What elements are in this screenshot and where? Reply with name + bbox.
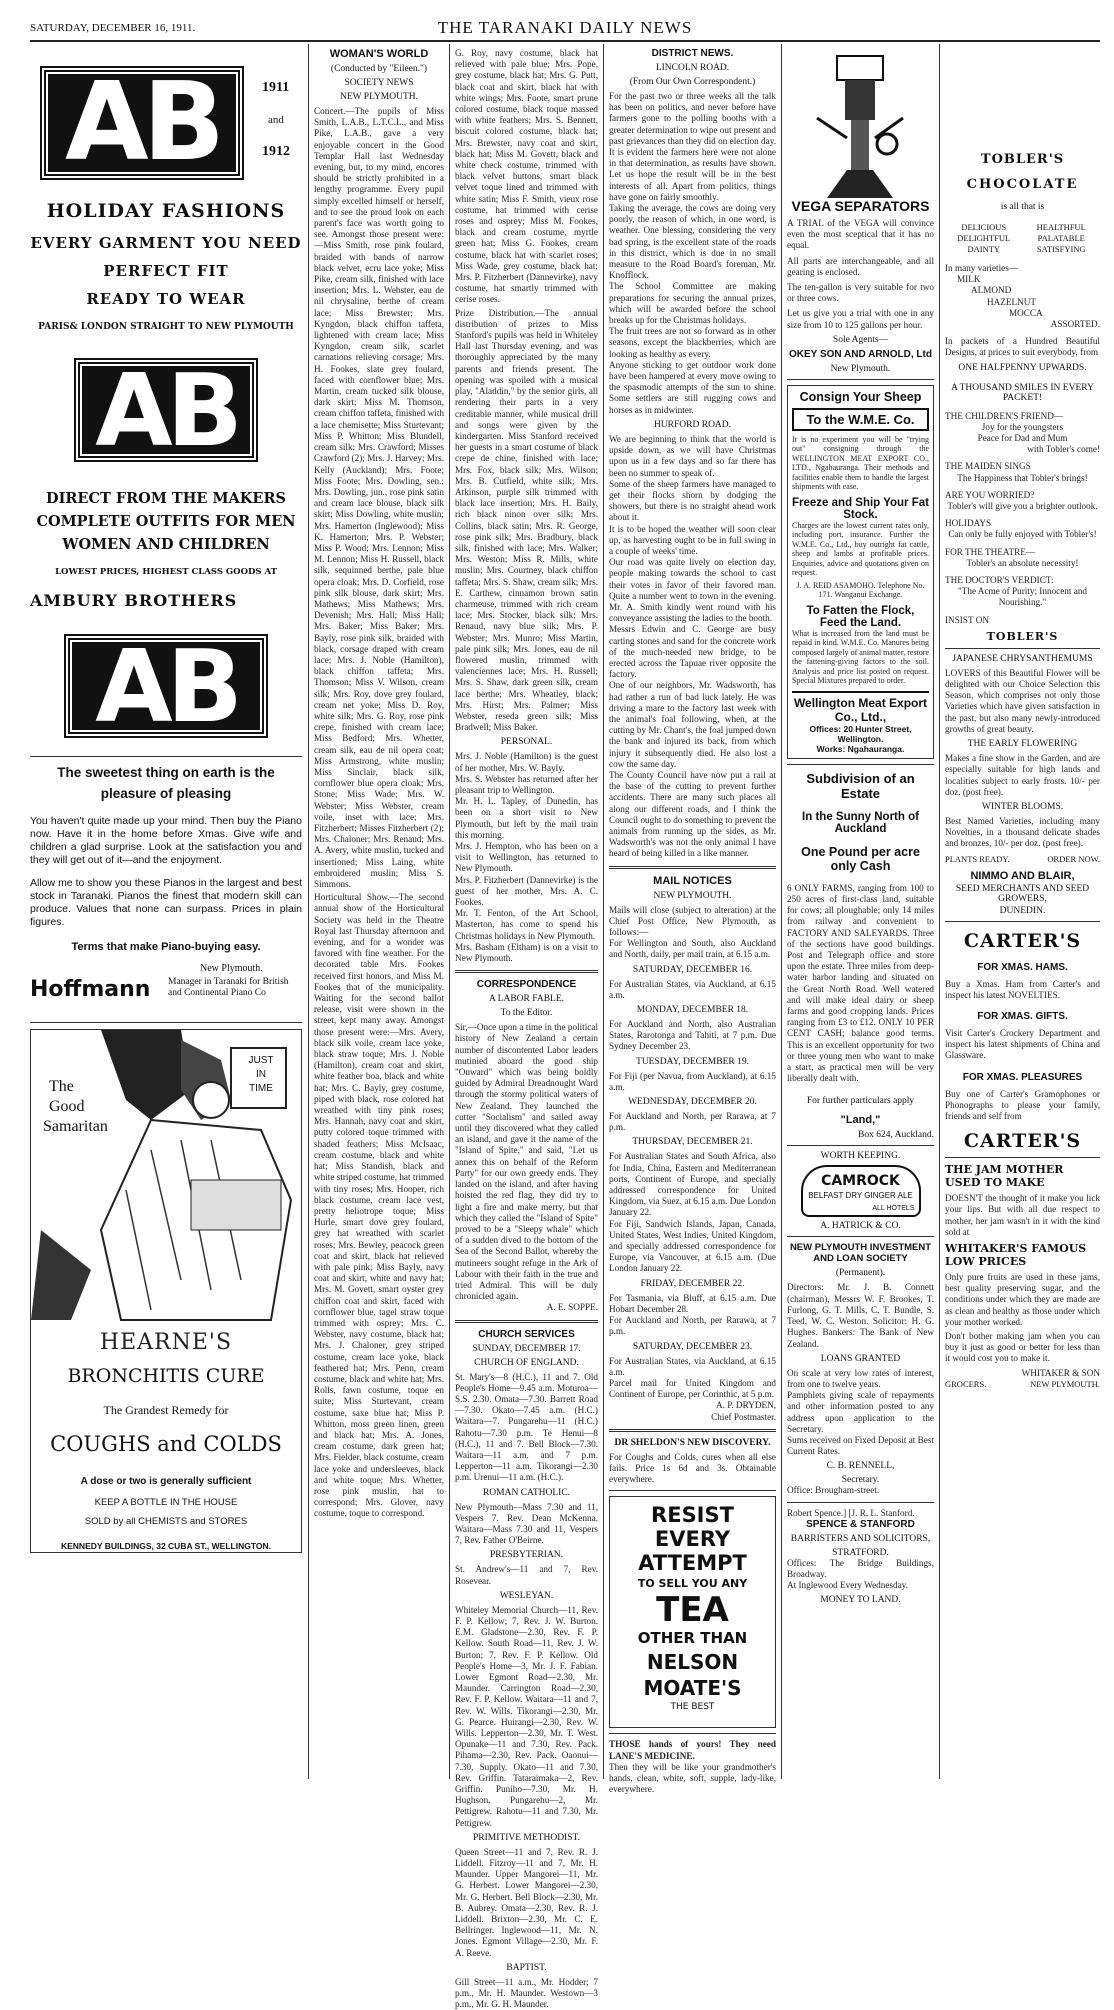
ab-logo-2: AB: [76, 360, 256, 460]
to-sell: TO SELL YOU ANY: [637, 1577, 748, 1591]
gifts-text: Visit Carter's Crockery Department and inspect his latest shipments of China and Glassware.: [945, 1027, 1100, 1061]
chief-postmaster: Chief Postmaster.: [711, 1411, 776, 1422]
tobler-qualities: [945, 222, 1100, 255]
church-services-title: CHURCH SERVICES: [478, 1328, 575, 1340]
sums-received: Sums received on Fixed Deposit at Best Current Rates.: [787, 1434, 934, 1457]
subdivision-title: Subdivision of an Estate: [806, 770, 915, 801]
district-p10: Messrs Edwin and C. George are busy carting stones and sand for the concrete work of the much-needed new bridge, to be erected across the Tapuae river opposite the factory.: [609, 624, 776, 680]
hoffmann-manager: Manager in Taranaki for British and Continental Piano Co: [168, 977, 289, 998]
early-text: Makes a fine show in the Garden, and are especially suitable for high lands and localities subject to early frosts. 10/- per doz. (post free).: [945, 753, 1100, 797]
personal-6: Mr. T. Fenton, of the Art School, Masterton, has come to spend his Christmas holidays in New Plymouth.: [455, 908, 598, 941]
district-p1: For the past two or three weeks all the talk has been on politics, and never before have farmers gone to the polling booths with a greater determination to wipe out present and past grievances than they did on election day. It is evident the farmers here were not alone in that determination, as results have shown. Let us hope the result will be in the best interests of all. Apart from politics, things have gone on fairly smoothly.: [609, 91, 776, 202]
thu21: THURSDAY, DECEMBER 21.: [632, 1137, 753, 1148]
vega-gallon: The ten-gallon is very suitable for two or three cows.: [787, 282, 934, 304]
bap-list: Gill Street—11 a.m., Mr. Hodder; 7 p.m., Mr. H. Maunder. Westown—3 p.m., Mr. G. H. Maunder.: [455, 1976, 598, 2010]
fatten-flock: To Fatten the Flock, Feed the Land.: [806, 604, 915, 629]
womans-world-title: WOMAN'S WORLD: [329, 48, 429, 60]
district-p11: One of our neighbors, Mr. Wadsworth, has had rather a run of bad luck lately. He was driving a mare to the factory last week with the animal's foal following, when, at the cutting by Mr. Chant's, the foal jumped down the bank and injured its back, from which injury it subsequently died. He also lost a cow the same day.: [609, 680, 776, 769]
hearne-text: [31, 1330, 301, 1551]
directors: Directors: Mr. J. B. Connett (chairman), Messrs W. F. Brookes, T. Furlong, G. T. Mills, C. T. Bundle, S. Teed, W. C. Weston. Solicitor: H. G. Hughes. Bankers: The Bank of New Zealand.: [787, 1282, 934, 1349]
every-garment: EVERY GARMENT YOU NEED: [30, 234, 302, 252]
hoffmann-terms: Terms that make Piano-buying easy.: [71, 941, 261, 953]
mail-np: NEW PLYMOUTH.: [653, 890, 732, 901]
v-hazelnut: HAZELNUT: [987, 296, 1036, 307]
grandest-remedy: The Grandest Remedy for: [103, 1403, 229, 1417]
postmaster-name: A. P. DRYDEN,: [716, 1400, 776, 1411]
bridge-buildings: Offices: The Bridge Buildings, Broadway.: [787, 1557, 934, 1579]
ads-column-6: [945, 48, 1100, 1783]
to-editor: To the Editor.: [500, 1008, 553, 1019]
whitaker-ad: [945, 1163, 1100, 1389]
society-continued-column: [455, 48, 598, 2010]
separator-drawing: [787, 48, 934, 198]
jam-mother: THE JAM MOTHER USED TO MAKE: [945, 1163, 1064, 1190]
camrock-brand: CAMROCK: [821, 1173, 900, 1190]
prim-list: Queen Street—11 and 7, Rev. R. J. Liddell. Fitzroy—11 and 7, Mr. H. Maunder. Upper Mangorei—11, Mr. G. Herbert. Lower Mangorei—2.30, Mr. G. Herbert. Bell Block—2.30, Mr. B. Aubrey. Omata—2.30, Rev. R. J. Liddell. Brixton—2.30, Mr. C. E. Bellringer. Inglewood—11, Mr. N. Jones. Egmont Village—2.30, Mr. F. A. Reeve.: [455, 1846, 598, 1958]
wed20: WEDNESDAY, DECEMBER 20.: [628, 1097, 757, 1108]
v-mocca: MOCCA: [1009, 307, 1043, 318]
packets: In packets of a Hundred Beautiful Designs, at prices to suit everybody, from: [945, 336, 1100, 358]
women-children: WOMEN AND CHILDREN: [62, 536, 270, 553]
bronchitis-cure: BRONCHITIS CURE: [67, 1365, 265, 1387]
own-correspondent: (From Our Own Correspondent.): [629, 77, 756, 87]
mail-4: For Auckland and North, also Australian States, Rarotonga and Tahiti, at 7 p.m. Due Sydney December 23.: [609, 1019, 776, 1052]
baptist: BAPTIST.: [506, 1962, 547, 1973]
to-wme: To the W.M.E. Co.: [792, 408, 929, 431]
freeze-ship: Freeze and Ship Your Fat Stock.: [792, 496, 929, 521]
order-now: ORDER NOW.: [1047, 853, 1100, 864]
complete-outfits: COMPLETE OUTFITS FOR MEN: [36, 513, 296, 530]
sam-the: The: [49, 1078, 74, 1095]
hoffmann-name: Hoffmann: [30, 977, 151, 1002]
ab-logo: AB: [42, 68, 242, 178]
hearne-ad: [30, 1029, 302, 1553]
v-milk: MILK: [957, 274, 981, 285]
vega-parts: All parts are interchangeable, and all gearing is enclosed.: [787, 255, 934, 277]
q-delicious: DELICIOUS: [961, 222, 1007, 232]
ambury-top: [30, 48, 302, 188]
barristers: BARRISTERS AND SOLICITORS,: [790, 1533, 931, 1544]
loans-granted: LOANS GRANTED: [820, 1353, 901, 1364]
mail-1: Mails will close (subject to alteration) at the Chief Post Office, New Plymouth, as follows:—: [609, 904, 776, 938]
dunedin: DUNEDIN.: [999, 905, 1046, 916]
whitaker-footer: [945, 1379, 1100, 1389]
childrens-friend: THE CHILDREN'S FRIEND—: [945, 410, 1064, 421]
fable-letter: Sir,—Once upon a time in the political history of New Zealand a certain number of discontented Labor leaders mutinied aboard the good ship "Onward" which was being boldly guided by Admiral Dreadnought Ward through the stormy political waters of New Zealand. They launched the cutter "Socialism" and sailed away until they discovered what they called an island, and gave it the name of the "Island of Spite," and said, "Let us annex this on behalf of the Reform Party" for our own greedy ends. They landed on the island, and after having hoisted the red flag, they did try to light a fire and make merry, but that which they called the "Island of Spite" proved to be a "Sleepy whale" which of a sudden dived to the bottom of the Sea of the Second Ballot, whereby the mutineers sought refuge in the Ark of Labour with their faith in the true and tried Admiral. This will be duly chronicled again.: [455, 1022, 598, 1302]
seed-merchants: SEED MERCHANTS AND SEED GROWERS,: [955, 883, 1090, 904]
toblers-footer: TOBLER'S: [986, 629, 1059, 643]
q-healthful: HEALTHFUL: [1036, 222, 1086, 232]
subdivision-ad: [787, 771, 934, 1141]
year-1912: 1912: [262, 144, 290, 159]
letter-signature: A. E. SOPPE.: [546, 1302, 598, 1313]
carters-footer: CARTER'S: [963, 1130, 1082, 1153]
nimmo-ad: [945, 654, 1100, 916]
money-to-land: MONEY TO LAND.: [820, 1595, 901, 1606]
vega-np: New Plymouth.: [830, 363, 891, 374]
perfect-fit: PERFECT FIT: [103, 262, 229, 280]
investment-title: NEW PLYMOUTH INVESTMENT AND LOAN SOCIETY: [789, 1242, 932, 1265]
peace: Peace for Dad and Mum: [977, 433, 1068, 444]
fatten-text: What is increased from the land must be repaid in kind. W.M.E. Co. Manures being composed largely of animal matter, restore the fattening-giving factors to the soil. Analysis and price list posted on request. Special Mixtures prepared to order.: [792, 628, 929, 686]
column-rule: [603, 44, 604, 1779]
district-news-column: [609, 48, 776, 1795]
tue19: TUESDAY, DECEMBER 19.: [636, 1056, 749, 1067]
hearne-address: KENNEDY BUILDINGS, 32 CUBA ST., WELLINGTON.: [60, 1541, 271, 1551]
wme-ad: [787, 385, 934, 759]
roman-catholic: ROMAN CATHOLIC.: [482, 1487, 571, 1498]
nimmo-blair: NIMMO AND BLAIR,: [970, 869, 1075, 882]
sat16: SATURDAY, DECEMBER 16.: [632, 964, 753, 975]
loans-text: On scale at very low rates of interest, from one to twelve years.: [787, 1367, 934, 1389]
district-p3: The School Committee are making preparations for securing the annual prizes, which will be awarded before the school breaks up for the Christmas holidays.: [609, 281, 776, 326]
pleasure-headline: pleasure of pleasing: [100, 786, 232, 801]
plants-order-row: [945, 854, 1100, 864]
labor-fable: A LABOR FABLE.: [488, 994, 565, 1005]
winter-blooms: WINTER BLOOMS.: [981, 801, 1064, 812]
concert-paragraph: Concert.—The pupils of Miss Smith, L.A.B., L.T.C.L., and Miss Pike, L.A.B., gave a very enjoyable concert in the Good Templar Hall last Wednesday evening, but, to my mind, encores should be strictly prohibited in a lengthy programme. Every pupil simply excelled himself or herself, and to see the proud look on each parent's face was worth going to see. Amongst those present were:—Miss Smith, rose pink foulard, braided with bands of narrow black velvet, ecru lace yoke; Miss Pike, cream silk, finished with lace insertion; Mrs. L. Webster, eau de nil chrysaline, berthe of cream lace; Miss Brewster; Mrs. Kyngdon, black chiffon taffeta, lightened with cream lace; Miss Kyngdon, cream silk, scarlet carnations relieving corsage; Mrs. H. Fookes, slate grey foulard, faced with cornflower blue; Mrs. Martin, cream tucked silk blouse, dark skirt; Miss M. Thomson, cream chiffon taffeta, finished with a lace chemisette; Miss Sturtevant; Miss P. Whitton; Miss Blundell, cream silk; Mrs. Crawford; Misses Crawford (2); Mrs. J. Harvey; Mrs. Kelly (Auckland); Mrs. Foote; Miss Foote; Mrs. Dowling, sen.; Mrs. Dowling, jun., rose pink satin and cream lace blouse, black silk skirt; Miss Dowling, white muslin; Mrs. Hamerton (Inglewood); Miss K. Hamerton; Mrs. P. Webster; Miss P. Wood; Mrs. Lennon; Miss M. Lennon; Miss H. Russell, black silk, sequinned berthe, pale blue opera cloak; Mrs. D. Corfield, rose pink silk blouse, dark skirt; Mrs. Mathews; Miss Mathews; Mrs. Devenish; Mrs. Hall; Miss Hall; Mrs. Baker; Miss Baker; Mrs. Bayly, rose pink silk, braided with black, corsage draped with cream lace; Mrs. J. Noble (Hamilton), black chiffon taffeta; Mrs. Thomson; Miss V. Wilson, cream silk; Mrs. Roy, dove grey foulard, cream net yoke; Miss D. Roy, white silk; Mrs. G. Roy, rose pink crepe, finished with cream lace; Miss Bedford; Mrs. Whetter, cream silk, eau de nil opera coat; Miss Armstrong, white muslin; Miss Sinclair, black silk, cornflower blue opera cloak; Mrs. Stone; Miss Wade; Mrs. W. Webster; Miss Webster, cream voile, inset with lace; Mrs. Fitzherbert; Misses Fitzherbert (2); Mrs. Chaloner; Mrs. Renaud; Mrs. A. Avery, white muslin, tucked and insertioned; Miss Laing, white embroidered muslin; Miss S. Simmons.: [314, 106, 444, 890]
happiness: The Happiness that Tobler's brings!: [957, 472, 1088, 483]
whitaker-famous: WHITAKER'S FAMOUS LOW PRICES: [945, 1241, 1087, 1268]
sheldon-text: For Coughs and Colds, cures when all else fails. Price 1s 6d and 3s. Obtainable everywhere.: [609, 1451, 776, 1485]
mail-7: For Australian States and South Africa, also for India, China, Eastern and Mediterranean ports, Continent of Europe, and specially addressed correspondence for United Kingdom, via Suez, at 6.15 a.m. Due London January 22.: [609, 1151, 776, 1218]
lane-ad-2: Then they will be like your grandmother's hands, clean, white, soft, supple, lady-like, everywhere.: [609, 1761, 776, 1795]
mail-3: For Australian States, via Auckland, at 6.15 a.m.: [609, 978, 776, 1000]
q-delightful: DELIGHTFUL: [957, 233, 1011, 243]
hoffmann-ad: [30, 765, 302, 1017]
hoffmann-body-2: Allow me to show you these Pianos in the largest and best stock in Taranaki. Pianos the finest that modern skill can produce. Values that none can surpass. Prices in plain figures.: [30, 877, 302, 928]
just-in-time: [241, 1054, 281, 1096]
early-flowering: THE EARLY FLOWERING: [967, 739, 1078, 750]
vega-title: VEGA SEPARATORS: [791, 198, 930, 214]
primitive-methodist: PRIMITIVE METHODIST.: [473, 1832, 580, 1843]
wesleyan: WESLEYAN.: [499, 1590, 554, 1601]
whitaker-np: NEW PLYMOUTH.: [1030, 1378, 1100, 1389]
prize-distribution: Prize Distribution.—The annual distribution of prizes to Miss Stanford's pupils was held in Whiteley Hall last Thursday evening, and was thoroughly appreciated by the many parents and friends present. The opening was spoiled with a musical play, "Aladdin," by the senior girls, all rendering their parts in a very creditable manner, while musical drill and songs were given by the kindergarten. Miss Stanford received her guests in a smart costume of black crepe de chine, finished with lace; Mrs. Fox, black silk; Mrs. Wilson; Mrs. B. Cutfield, white silk; Mrs. Atkinson, purple silk trimmed with black lace insertion; Mrs. H. Baily, rich black ninon over silk; Mrs. Collins, black satin; Mrs. R. George, rose pink silk; Mrs. Bradbury, black silk, finished with lace; Mrs. Walker; Mrs. Weston; Miss R. Mills, white muslin; Mrs. Courtney, black chiffon taffeta; Mrs. S. Shaw, cream silk; Mrs. E. Carthew, cinnamon brown satin charmeuse, trimmed with rich cream lace; Mrs. Stocker, black silk; Mrs. Renaud, navy blue silk; Mrs. P. Webster; Mrs. Munro; Miss Martin, pale pink silk; Mrs. Jones, eau de nil flowered muslin, trimmed with valenciennes lace; Mrs. H. Russell; Mrs. S. Shaw, dark green silk, cream lace berthe; Mrs. Wheatley, black; Mrs. Hirst; Mrs. Palmer; Miss Webster, reseda green silk; Miss Bradwell; Miss Baker.: [455, 307, 598, 733]
district-news-title: DISTRICT NEWS.: [651, 48, 734, 59]
sold-chemists: SOLD by all CHEMISTS and STORES: [84, 1516, 248, 1527]
all-hotels: ALL HOTELS: [872, 1205, 915, 1213]
wme-agent: J. A. REID ASAMOHO. Telephone No. 171. Wanganui Exchange.: [796, 580, 925, 600]
tobler-ad: [945, 152, 1100, 643]
camrock-label: [801, 1165, 921, 1217]
district-p12: The County Council have now put a rail at the base of the cutting to prevent further accidents. There are many such places all along our different roads, and I think the Council ought to do something to prevent the animals from running up the sides, as Mr. Wadsworth's was not the only animal I have heard of being killed in a like manner.: [609, 769, 776, 859]
mail-11: For Australian States, via Auckland, at 6.15 a.m.: [609, 1355, 776, 1377]
district-p7: Some of the sheep farmers have managed to get their flocks shorn by dodging the showers, but there is no straight ahead work about it.: [609, 478, 776, 523]
nimmo-body: LOVERS of this Beautiful Flower will be delighted with our Choice Selection this Season, which comprises not only those Varieties which have given satisfaction in the past, but also many newly-introduced growths of great beauty.: [945, 667, 1100, 734]
fri22: FRIDAY, DECEMBER 22.: [640, 1278, 745, 1289]
column-rule: [308, 44, 309, 1779]
worth-keeping: WORTH KEEPING.: [820, 1151, 901, 1162]
hatrick: A. HATRICK & CO.: [820, 1221, 901, 1232]
whitaker-body-2: Only pure fruits are used in these jams, best quality preserving sugar, and the conditions under which they are made are as clean and healthy as those under which your mother worked.: [945, 1271, 1100, 1327]
personal-3: Mr. H. L. Tapley, of Dunedin, has been on a short visit to New Plymouth, but left by the mail train this morning.: [455, 796, 598, 840]
wme-company: Wellington Meat Export Co., Ltd.,: [792, 691, 929, 724]
investment-ad: [787, 1242, 934, 1605]
correspondence-title: CORRESPONDENCE: [476, 979, 577, 991]
new-plymouth-sub: NEW PLYMOUTH.: [339, 92, 419, 102]
page-header: [30, 16, 1100, 42]
mail-10: For Auckland and North, per Rarawa, at 7 p.m.: [609, 1315, 776, 1337]
coughs-colds: COUGHS and COLDS: [50, 1432, 282, 1456]
for-theatre: FOR THE THEATRE—: [945, 546, 1036, 557]
mon18: MONDAY, DECEMBER 18.: [636, 1005, 749, 1016]
lane-ad-1: THOSE hands of yours! They need LANE'S MEDICINE.: [609, 1739, 776, 1761]
carters-title: CARTER'S: [963, 929, 1082, 952]
wes-list: Whiteley Memorial Church—11, Rev. F. P. Kellow; 7, Rev. J. W. Burton. E.M. Gladstone—2.30, Rev. F. P. Kellow. South Road—11, Rev. J. W. Burton; 7, Rev. F. P. Kellow. Old People's Home—3, Mr. J. F. Fabian. Lower Egmont Road—2.30, Mr. Maunder. Carrington Road—2.30, Rev. F. P. Kellow. Waitara—11 and 7, Rev. W. Wills. Tikorangi—2.30, Mr. G. Pearce. Huirangi—2.30, Rev. W. Wills. Lepperton—2.30, Mr. T. West. Opunake—11 and 7.30, Rev. Pack. Pihama—2.30, Rev. Pack. Oaonui—7.30, Supply. Okato—11 and 7.30, Rev. Griffin. Tataraimaka—2, Rev. Griffin. Puniho—7.30, Mr. H. Hughson. Pungarehu—2, Mr. Pettigrew. Rahotu—11 and 7.30, Mr. Pettigrew.: [455, 1604, 598, 1828]
joy: Joy for the youngsters: [981, 421, 1064, 432]
fully-enjoyed: Can only be fully enjoyed with Tobler's!: [948, 529, 1097, 540]
is-all-that: is all that is: [1000, 202, 1045, 212]
holiday-fashions: HOLIDAY FASHIONS: [46, 200, 286, 222]
just-text: JUST: [248, 1055, 274, 1066]
mail-2: For Wellington and South, also Auckland and North, daily, per mail train, at 6.15 a.m.: [609, 938, 776, 960]
hams-text: Buy a Xmas. Ham from Carter's and inspect his latest NOVELTIES.: [945, 978, 1100, 1000]
tobler-title: TOBLER'S: [980, 152, 1065, 167]
halfpenny: ONE HALFPENNY UPWARDS.: [958, 362, 1087, 373]
pres-list: St. Andrew's—11 and 7, Rev. Rosevear.: [455, 1564, 598, 1586]
absolute-necessity: Tobler's an absolute necessity!: [966, 557, 1079, 568]
resist: RESIST: [651, 1503, 734, 1528]
church-of-england: CHURCH OF ENGLAND.: [474, 1357, 579, 1368]
xmas-hams: FOR XMAS. HAMS.: [977, 961, 1068, 973]
inglewood-wednesday: At Inglewood Every Wednesday.: [787, 1580, 908, 1591]
box-624: Box 624, Auckland.: [858, 1130, 934, 1141]
sweetest-headline: The sweetest thing on earth is the: [57, 765, 275, 780]
consign-sheep: Consign Your Sheep: [799, 389, 922, 404]
hurford-road: HURFORD ROAD.: [653, 419, 732, 430]
v-almond: ALMOND: [971, 285, 1012, 296]
one-pound: One Pound per acre only Cash: [801, 844, 920, 873]
permanent: (Permanent).: [835, 1268, 886, 1279]
thousand-smiles: A THOUSAND SMILES IN EVERY PACKET!: [951, 382, 1094, 403]
presbyterian: PRESBYTERIAN.: [489, 1550, 564, 1561]
camrock-ad: [787, 1151, 934, 1231]
sunday-date: SUNDAY, DECEMBER 17.: [472, 1343, 581, 1354]
grocers: GROCERS.: [945, 1378, 987, 1389]
other-than: OTHER THAN: [637, 1629, 748, 1648]
nelson-moate-tea-ad: [609, 1496, 776, 1728]
holidays: HOLIDAYS: [945, 518, 992, 529]
horticultural-paragraph: Horticultural Show.—The second annual show of the Horticultural Society was held in the Theatre Royal last Thursday afternoon and evening, and for a wonder was favored with fine weather. For the decorated table Mrs. Fookes received first honors, and Miss M. Fookes that of the municipality. Waiting for the second ballot release, visit were shown in the street, kept many away. Amongst those present were:—Mrs. Avery, black silk voile, cream lace yoke, black straw toque; Mrs. J. Noble (Hamilton), cream coat and skirt, white feather boa, black and white hat; Mrs. C. Bayly, grey costume, piped with black, rose colored hat wreathed with tiny pink roses; Mrs. Hannah, navy coat and skirt, putty colored toque trimmed with shaded feathers; Miss McIsaac, cream costume, black and white hat; Miss Standish, black and white striped costume, hat trimmed with tiny roses; Mrs. Hooper, rich black costume, cream lace vest, pretty heliotrope toque; Miss Hurle, smart dove grey foulard, grey hat wreathed with scarlet roses; Mrs. Bewley, peacock green coat and skirt, black hat relieved with pale pink; Miss Bayly, navy coat and skirt, white and navy hat; Mrs. M. Govett, smart oyster grey chiffon coat and skirt, faced with cornflower blue, tagel straw toque trimmed with osprey; Mrs. C. Webster, navy costume, black hat; Mrs. J. Chaloner, grey striped costume, cream lace yoke, black feathered hat; Mrs. Penn, cream costume, black and white hat; Mrs. Rolls, fawn costume, toque en suite; Miss Sturtevant, cream costume, saxe blue hat; Miss P. Whitton, moss green linen, green and black hat; Mrs. A. Jones, cream costume, dark green hat; Mrs. Fielder, black costume, cream lace yoke and undersleeves, black and white toque; Mrs. Whetter, rose pink muslin, hat to correspond; Mrs. Glover, navy costume, toque to correspond.: [314, 892, 444, 1519]
column-rule: [449, 44, 450, 1779]
stratford: STRATFORD.: [832, 1547, 889, 1558]
acme-purity: "The Acme of Purity; Innocent and Nourishing.": [957, 586, 1088, 608]
sunny-north: In the Sunny North of Auckland: [802, 810, 919, 835]
attempt: ATTEMPT: [638, 1551, 747, 1576]
vega-let: Let us give you a trial with one in any size from 10 to 125 gallons per hour.: [787, 308, 934, 330]
wme-offices: Offices: 20 Hunter Street, Wellington.: [809, 723, 912, 744]
wme-works: Works: Ngahauranga.: [816, 743, 905, 754]
vega-illustration: [787, 48, 934, 198]
brighter-outlook: Tobler's will give you a brighter outlook.: [947, 501, 1098, 512]
sat23: SATURDAY, DECEMBER 23.: [632, 1341, 753, 1352]
freeze-text: Charges are the lowest current rates only, including port, insurance. Further the W.M.E. Co., Ltd., buy outright fat cattle, sheep and lambs at profitable prices. Enquiries, advice and quotations given on request.: [792, 520, 929, 578]
ambury-brothers: AMBURY BROTHERS: [30, 591, 238, 610]
hoffmann-body-1: You haven't quite made up your mind. Then buy the Piano now. Have it in the home before Xmas. Give wife and children a glad surprise. Look at the satisfaction you and they will get out of it—and the enjoyment.: [30, 815, 302, 866]
personal-5: Mrs. P. Fitzherbert (Dannevirke) is the guest of her mother, Mrs. A. C. Fookes.: [455, 874, 598, 908]
personal-7: Mrs. Basham (Eltham) is on a visit to New Plymouth.: [455, 941, 598, 964]
q-palatable: PALATABLE: [1037, 233, 1085, 243]
district-p9: Our road was quite lively on election day, people making towards the school to cast their votes in favor of their favored man. Quite a number went to town in the evening. Mr. A. Smith kindly went round with his conveyance assisting the ladies to the booth.: [609, 557, 776, 624]
conducted-by: (Conducted by "Eileen."): [330, 64, 428, 74]
rennell: C. B. RENNELL,: [826, 1461, 895, 1472]
xmas-gifts: FOR XMAS. GIFTS.: [977, 1010, 1068, 1022]
year-and: and: [268, 114, 284, 126]
chocolate: CHOCOLATE: [966, 177, 1079, 192]
personal-heading: PERSONAL.: [500, 737, 553, 748]
ab-logo-3: AB: [66, 636, 266, 736]
tea: TEA: [656, 1590, 729, 1631]
ads-column-5: [787, 48, 934, 1783]
okey-son-arnold: OKEY SON AND ARNOLD, Ltd: [789, 348, 932, 360]
mail-9: For Tasmania, via Bluff, at 6.15 a.m. Due Hobart December 28.: [609, 1292, 776, 1314]
winter-text: Best Named Varieties, including many Novelties, in a thousand delicate shades and bronzes, 10/- per doz. (post free).: [945, 815, 1100, 849]
year-1911: 1911: [262, 80, 290, 95]
pamphlets: Pamphlets giving scale of repayments and other information posted to any address upon application to the Secretary.: [787, 1390, 934, 1434]
spence-stanford: SPENCE & STANFORD: [806, 1518, 915, 1530]
q-satisfying: SATISFYING: [1036, 244, 1086, 254]
in-text: IN: [256, 1069, 266, 1080]
with-toblers: with Tobler's come!: [1027, 444, 1100, 455]
column-rule: [781, 44, 782, 1779]
the-best: THE BEST: [670, 1702, 715, 1713]
hearne-title: HEARNE'S: [99, 1330, 233, 1355]
vega-trial: A TRIAL of the VEGA will convince even the most sceptical that it has no equal.: [787, 218, 934, 251]
further-particulars: For further particulars apply: [806, 1096, 915, 1107]
maiden-sings: THE MAIDEN SINGS: [945, 461, 1031, 472]
coe-list: St. Mary's—8 (H.C.), 11 and 7. Old People's Home—9.45 a.m. Moturoa—S.S. 2.30. Omata—7.30. Barrett Road—7.30. Okato—7.45 a.m. (H.C.) Waitara—7. Pungarehu—11 (H.C.) Rahotu—7.30 p.m. Te Henui—8 (H.C.), 11 and 7. Bell Block—7.30. Waitara—11 a.m. and 7 p.m. Lepperton—11 a.m. Tikorangi—2.30 p.m. Urenui—11 a.m. (H.C.).: [455, 1371, 598, 1483]
ready-to-wear: READY TO WEAR: [86, 290, 246, 308]
wme-no-exp: It is no experiment you will be "trying out" consigning through the WELLINGTON MEAT EXPORT CO., LTD., Ngahauranga. Their methods and facilities enable them to handle the largest shipments with ease.: [792, 434, 929, 492]
hoffmann-np: New Plymouth.: [200, 963, 263, 974]
whitaker-son: WHITAKER & SON: [1021, 1367, 1100, 1378]
sheldon-title: DR SHELDON'S NEW DISCOVERY.: [614, 1437, 771, 1448]
mail-5: For Fiji (per Navua, from Auckland), at 6.15 a.m.: [609, 1070, 776, 1092]
district-p6: We are beginning to think that the world is upside down, as we will have Christmas upon us in a few days and so far there has been no summer to speak of.: [609, 433, 776, 478]
spence-stanford-names: Robert Spence.] [J. R. L. Stanford.: [787, 1507, 915, 1518]
are-you-worried: ARE YOU WORRIED?: [945, 489, 1035, 500]
rc-list: New Plymouth—Mass 7.30 and 11, Vespers 7. Rev. Dean McKenna. Waitara—Mass 7.30 and 11, Vespers 7, Rev. Father O'Beirne.: [455, 1501, 598, 1546]
district-p5: Anyone sticking to get outdoor work done have been hampered at every move owing to the spasmodic attempts of the sun to shine. Some settlers are still rugging cows and horses as in midwinter.: [609, 359, 776, 415]
samaritan-illustration: [31, 1030, 301, 1320]
issue-date: SATURDAY, DECEMBER 16, 1911.: [30, 22, 196, 34]
jam-body: DOESN'T the thought of it make you lick your lips. But with all due respect to mother, her jam wasn't in it with the kind sold at: [945, 1193, 1100, 1237]
district-p4: The fruit trees are not so forward as in other seasons, except the blackberries, which are looking as healthy as every.: [609, 326, 776, 359]
whitaker-body-3: Don't bother making jam when you can buy it just as good or better for less than it would cost you to make it.: [945, 1330, 1100, 1364]
district-p2: Taking the average, the cows are doing very poorly, the reason of which, in one word, is weather. One blessing, considering the very bad spring, is the excellent state of the roads in this district, which is due in no small measure to the Road Board's foreman, Mr. Knofflock.: [609, 203, 776, 281]
sam-good: Good: [49, 1098, 85, 1115]
mail-notices-title: MAIL NOTICES: [653, 874, 732, 887]
masthead-title: THE TARANAKI DAILY NEWS: [437, 18, 693, 37]
japanese-chrysanthemums: JAPANESE CHRYSANTHEMUMS: [952, 653, 1093, 664]
personal-4: Mrs. J. Hempton, who has been on a visit to Wellington, has returned to New Plymouth.: [455, 841, 598, 874]
column-rule: [939, 44, 940, 1779]
society-news: SOCIETY NEWS: [344, 78, 414, 88]
hoffmann-signature: [30, 963, 302, 1017]
keep-bottle: KEEP A BOTTLE IN THE HOUSE: [94, 1497, 238, 1508]
xmas-pleasures: FOR XMAS. PLEASURES: [962, 1071, 1083, 1083]
direct-makers: DIRECT FROM THE MAKERS: [46, 490, 286, 507]
sam-samaritan: Samaritan: [43, 1118, 108, 1135]
nelson-moate: NELSON MOATE'S: [643, 1650, 742, 1701]
carter-ad: [945, 930, 1100, 1153]
belfast-ale: BELFAST DRY GINGER ALE: [808, 1191, 913, 1201]
q-dainty: DAINTY: [967, 244, 1001, 254]
subdivision-body: 6 ONLY FARMS, ranging from 100 to 250 acres of first-class land, suitable for cows; all ploughable; only 14 miles from railway and convenient to FACTORY AND SALEYARDS. Three of the sections have good buildings. Post and Telegraph office and store upon the estate. Three miles from deep-water harbor landing and situated on the Great North Road. Well watered and will make ideal dairy or sheep farms and good cropping lands. Prices ranging from £3 to £12. ONLY 10 PER CENT CASH; balance good terms. This is an excellent opportunity for two or three young men who want to make a start, as practical men will be very liberally dealt with.: [787, 882, 934, 1084]
personal-2: Mrs. S. Webster has returned after her pleasant trip to Wellington.: [455, 773, 598, 795]
dose-text: A dose or two is generally sufficient: [80, 1476, 252, 1487]
land-box: "Land,": [840, 1114, 881, 1127]
womans-world-column: [314, 48, 444, 1783]
district-p8: It is to be hoped the weather will soon clear up, as harvesting ought to be in full swing in a couple of weeks' time.: [609, 523, 776, 556]
many-varieties: In many varieties—: [945, 263, 1018, 273]
vega-agents: Sole Agents—: [832, 334, 889, 345]
mail-8: For Fiji, Sandwich Islands, Japan, Canada, United States, West Indies, United Kingdom, and specially addressed correspondence for Europe, via Vancouver, at 6.15 a.m. (Due London January 22.: [609, 1218, 776, 1274]
doctors-verdict: THE DOCTOR'S VERDICT:: [945, 575, 1054, 586]
ambury-column: [30, 48, 302, 1783]
mail-12: Parcel mail for United Kingdom and Continent of Europe, per Corinthic, at 5 p.m.: [609, 1377, 776, 1400]
v-assorted: ASSORTED.: [1050, 319, 1100, 330]
pleasures-text: Buy one of Carter's Gramophones or Phonographs to please your family, friends and self from: [945, 1088, 1100, 1121]
plants-ready: PLANTS READY.: [945, 853, 1010, 864]
personal-1: Mrs. J. Noble (Hamilton) is the guest of her mother, Mrs. W. Bayly.: [455, 751, 598, 773]
paris-london: PARIS& LONDON STRAIGHT TO NEW PLYMOUTH: [38, 322, 294, 332]
time-text: TIME: [249, 1083, 273, 1094]
insist-on: INSIST ON: [945, 614, 989, 625]
lowest-prices: LOWEST PRICES, HIGHEST CLASS GOODS AT: [55, 567, 277, 577]
mail-6: For Auckland and North, per Rarawa, at 7 p.m.: [609, 1111, 776, 1133]
every: EVERY: [654, 1527, 731, 1552]
secretary: Secretary.: [841, 1475, 880, 1486]
brougham-office: Office: Brougham-street.: [787, 1485, 880, 1496]
lincoln-road: LINCOLN ROAD.: [655, 63, 730, 73]
society-continued: G. Roy, navy costume, black hat relieved with pale blue; Mrs. Pope, grey costume, black hat; Mrs. G. Putt, black coat and skirt, black hat with white wings; Mrs. Foote, smart prune colored costume, black toque massed with white feathers; Mrs. S. Bennett, biscuit colored costume, black hat; Mrs. Brewster, navy coat and skirt, black hat; Miss M. Govett, black and white check costume, trimmed with black velvet buttons, smart black velvet toque lined and trimmed with white satin; Miss F. Smith, vieux rose costume, hat trimmed with cerise roses and osprey; Miss M. Fookes, black and cream costume, myrtle green hat; Miss G. Fookes, cream costume, black hat with scarlet roses; Miss Wade, grey costume, black hat; Mrs. P. Fitzherbert (Dannevirke), navy costume, hat smartly trimmed with cerise roses.: [455, 48, 598, 305]
